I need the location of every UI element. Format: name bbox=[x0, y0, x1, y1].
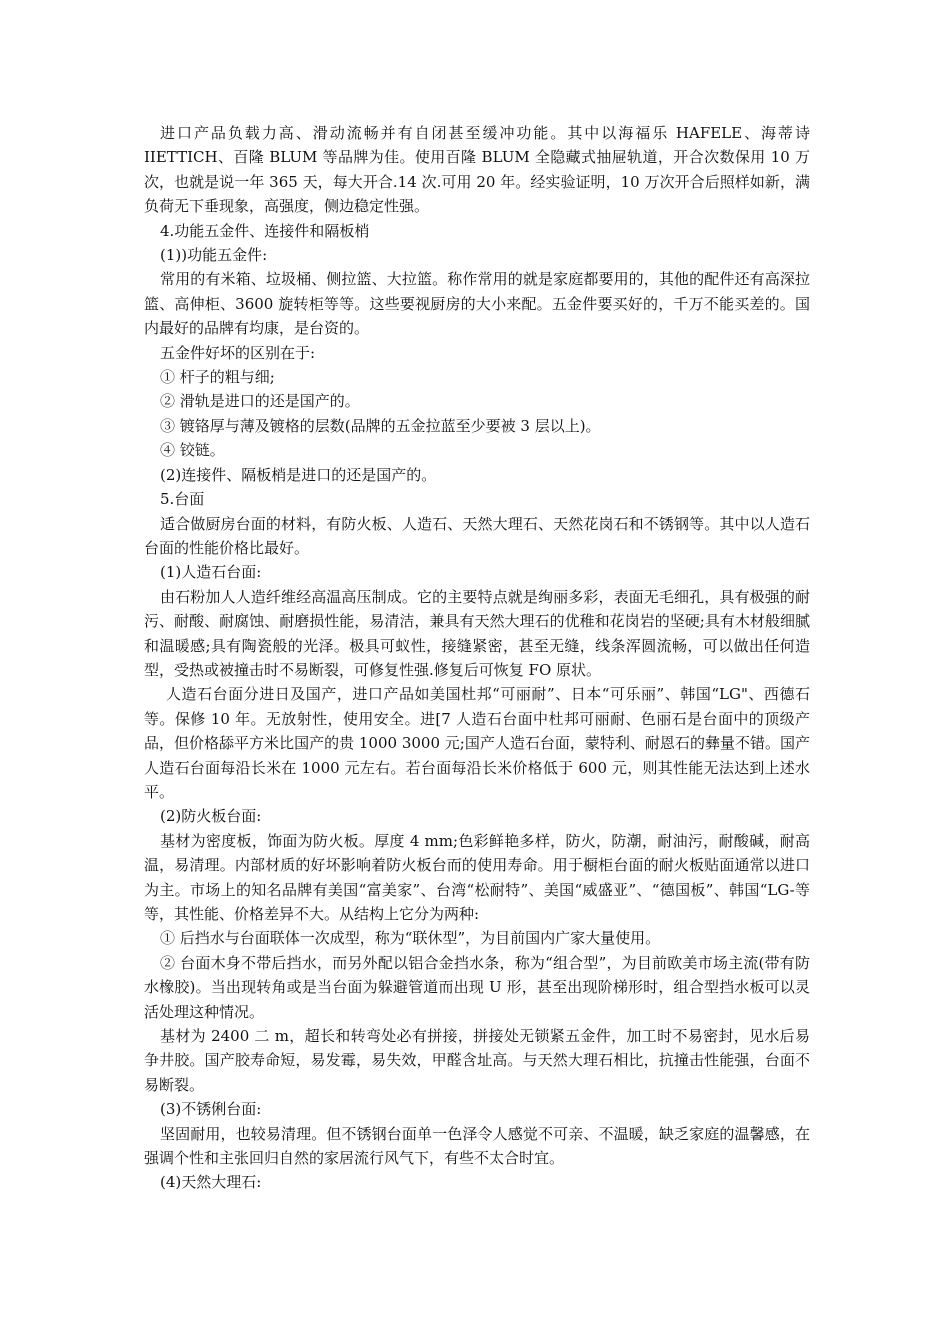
document-body bbox=[144, 121, 810, 1195]
paragraph-hardware-quality: 五金件好坏的区别在于: bbox=[160, 343, 316, 362]
list-item: ② 台面木身不带后挡水，而另外配以铝合金挡水条，称为“组合型”，为目前欧美市场主流(带有防水橡胶)。当出现转角或是当台面为躲避管道而出现 U 形，甚至出现阶梯形时，组合型挡水板可以灵活处理这种情况。 bbox=[144, 953, 810, 1021]
list-item: ③ 镀铬厚与薄及镀格的层数(品牌的五金拉蓝至少要被 3 层以上)。 bbox=[160, 416, 601, 435]
paragraph-artificial-stone-brands: 人造石台面分进日及国产，进口产品如美国杜邦“可丽耐”、日本“可乐丽”、韩国“LG"、西德石等。保修 10 年。无放射性，使用安全。进[7 人造石台面中杜邦可丽耐、色丽石是台面中的顶级产品，但价格舔平方米比国产的贵 1000 3000 元;国产人造石台面，蒙特利、耐恩石的彝量不错。国产人造石台面每沿长米在 1000 元左右。若台面每沿长米价格低于 600 元，则其性能无法达到上述水平。 bbox=[144, 685, 810, 801]
paragraph-drawer-rails: 进口产品负载力高、滑动流畅并有自闭甚至缓冲功能。其中以海福乐 HAFELE、海蒂诗 IIETTICH、百隆 BLUM 等品牌为佳。使用百隆 BLUM 全隐藏式抽屉轨道，开合次数保用 10 万次，也就是说一年 365 天，每大开合.14 次.可用 20 年。经实验证明，10 万次开合后照样如新，满负荷无下垂现象，高强度，侧边稳定性强。 bbox=[144, 124, 810, 216]
paragraph-stainless-steel: 坚固耐用，也较易清理。但不锈钢台面单一色泽令人感觉不可亲、不温暖，缺乏家庭的温馨感，在强调个性和主张回归自然的家居流行风气下，有些不太合时宜。 bbox=[144, 1124, 810, 1168]
list-item: ④ 铰链。 bbox=[160, 441, 225, 460]
list-item: ① 后挡水与台面联体一次成型，称为“联休型”，为目前国内广家大量使用。 bbox=[160, 929, 661, 948]
subheading-function-hardware: (1))功能五金件: bbox=[160, 246, 268, 265]
subheading-natural-marble: (4)天然大理石: bbox=[160, 1173, 262, 1192]
list-item: ② 滑轨是进口的还是国产的。 bbox=[160, 392, 360, 411]
subheading-stainless-steel: (3)不锈俐台面: bbox=[160, 1100, 262, 1119]
subheading-fireproof-board: (2)防火板台面: bbox=[160, 807, 262, 826]
paragraph-fireproof-board: 基材为密度板，饰面为防火板。厚度 4 mm;色彩鲜艳多样，防火，防潮，耐油污，耐酸碱，耐高温，易清理。内部材质的好坏影响着防火板台而的使用寿命。用于橱柜台面的耐火板贴面通常以进口为主。市场上的知名品牌有美国“富美家”、台湾“松耐特”、美国“威盛亚”、“德国板”、韩国“LG-等等，其性能、价格差异不大。从结构上它分为两种: bbox=[144, 831, 810, 923]
paragraph-artificial-stone-features: 由石粉加人人造纤维经高温高压制成。它的主要特点就是绚丽多彩，表面无毛细孔，具有极强的耐污、耐酸、耐腐蚀、耐磨损性能，易清洁，兼具有天然大理石的优稚和花岗岩的坚硬;具有木材般细腻和温暖感;具有陶瓷般的光泽。极具可蚁性，接缝紧密，甚至无缝，线条浑圆流畅，可以做出任何造型，受热或被撞击时不易断裂，可修复性强.修复后可恢复 FO 原状。 bbox=[144, 587, 810, 679]
heading-countertop: 5.台面 bbox=[160, 490, 205, 509]
paragraph-countertop-materials: 适合做厨房台面的材料，有防火板、人造石、天然大理石、天然花岗石和不锈钢等。其中以人造石台面的性能价格比最好。 bbox=[144, 514, 810, 557]
subheading-connectors: (2)连接件、隔板梢是进口的还是国产的。 bbox=[160, 465, 437, 484]
paragraph-common-accessories: 常用的有米箱、垃圾桶、侧拉篮、大拉篮。称作常用的就是家庭都要用的，其他的配件还有高深拉篮、高伸柜、3600 旋转柜等等。这些要视厨房的大小来配。五金件要买好的，千万不能买差的。国内最好的品牌有均康，是台资的。 bbox=[144, 270, 810, 338]
list-item: ① 杆子的粗与细; bbox=[160, 368, 275, 387]
heading-hardware: 4.功能五金件、连接件和隔板梢 bbox=[160, 221, 370, 240]
paragraph-fireproof-substrate: 基材为 2400 二 m，超长和转弯处必有拼接，拼接处无锁紧五金件，加工时不易密封，见水后易争井胶。国产胶寿命短，易发霉，易失效，甲醛含址高。与天然大理石相比，抗撞击性能强，台面不易断裂。 bbox=[144, 1027, 810, 1094]
subheading-artificial-stone: (1)人造石台面: bbox=[160, 563, 262, 582]
